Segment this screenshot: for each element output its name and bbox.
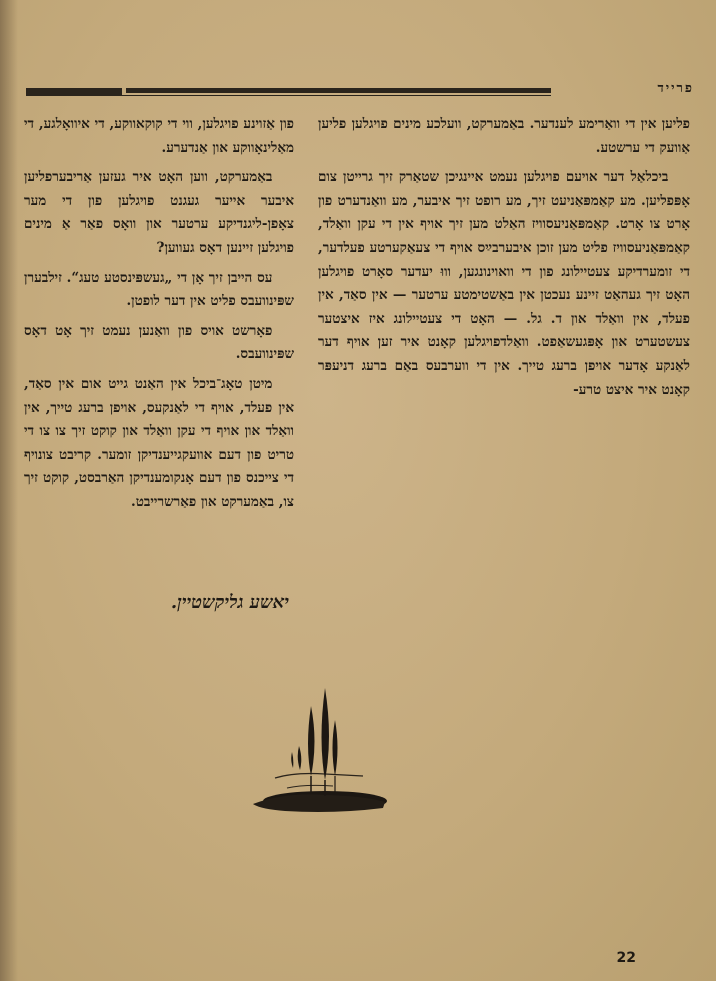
trees-by-water-illustration	[245, 680, 390, 815]
author-signature: יאשע גליקשטיין.	[170, 592, 289, 613]
paragraph: פאָרשט אויס פון וואַנען נעמט זיך אָט דאָס שפּינוועבס.	[24, 322, 294, 363]
paragraph: פליען אין די וואַרימע לענדער. באַמערקט, וועלכע מינים פויגלען פליען אַוועק די ערשטע.	[318, 116, 690, 156]
paragraph: עס הייבן זיך אָן די „געשפּינסטע טעג“. זילבערן שפּינוועבס פליט אין דער לופטן.	[24, 269, 294, 310]
running-head: פרייד	[657, 81, 694, 96]
paragraph: ביכלאַל דער אויעם פויגלען נעמט איינגיכן שטאַרק זיך גרייטן צום אָפּפליען. מע קאַמפּאַניעט זיך, מע רופט זיך איבער, מע וואַנדערט פון אָרט צו אָרט. קאַמפּאַניעסוויז האַלט מען זיך אויף אין די עקן וואַלד, קאַמפּאַניעסוויז פליט מען זוכן איבערבײַס אויף די צעאַקערטע פעלדער, די זומערדיקע צעטיילונג פון די וואוינונגען, וווּ יעדער סאָרט פויגלען האָט זיך געהאַט זיינע נעכטן אין באַשטימטע ערטער — אין סאַד, אין פעלד, אין וואַלד און ד. גל. — האָט די צעטיילונג איז איצטער צעשטערט און אָפּגעשאַפט. וואַלדפויגלען קאָנט איר זען אויף דער לאַנקע אָדער אויפן ברעג טייך. אין די ווערבעס באַם ברעג דניעפּר קאָנט איר איצט טרע-	[318, 169, 690, 398]
header-rule-short	[26, 88, 122, 95]
right-column	[318, 113, 690, 402]
page-edge-shadow	[0, 0, 18, 981]
paragraph: מיטן טאָג־ביכל אין האַנט גייט אום אין סאַד, אין פעלד, אויף די לאַנקעס, אויפן ברעג טייך, אין וואַלד און אויף די עקן וואַלד און קוקט זיך צו צו די טריט פון דעם אוועקגייענדיקן זומער. קריבט צונויף די צייכנס פון דעם אָנקומענדיקן האַרבסט, קוקט זיך צו, באַמערקט און פאַרשרייבט.	[24, 375, 294, 510]
page-number: 22	[616, 950, 636, 966]
header-rule-thin	[26, 95, 551, 96]
left-column	[24, 113, 294, 515]
paragraph: באַמערקט, ווען האָט איר געזען אַריבערפליען איבער אייער געגנט פויגלען פון די מער צאָפן-ליגנדיקע ערטער און וואָס פאַר אַ מינים פויגלען זיינען דאָס געווען?	[24, 169, 294, 256]
header-rule-long	[126, 88, 551, 93]
paragraph: פון אַזוינע פויגלען, ווי די קוקאווקע, די איוואָלגע, די מאַלינאָווקע און אַנדערע.	[24, 116, 294, 156]
